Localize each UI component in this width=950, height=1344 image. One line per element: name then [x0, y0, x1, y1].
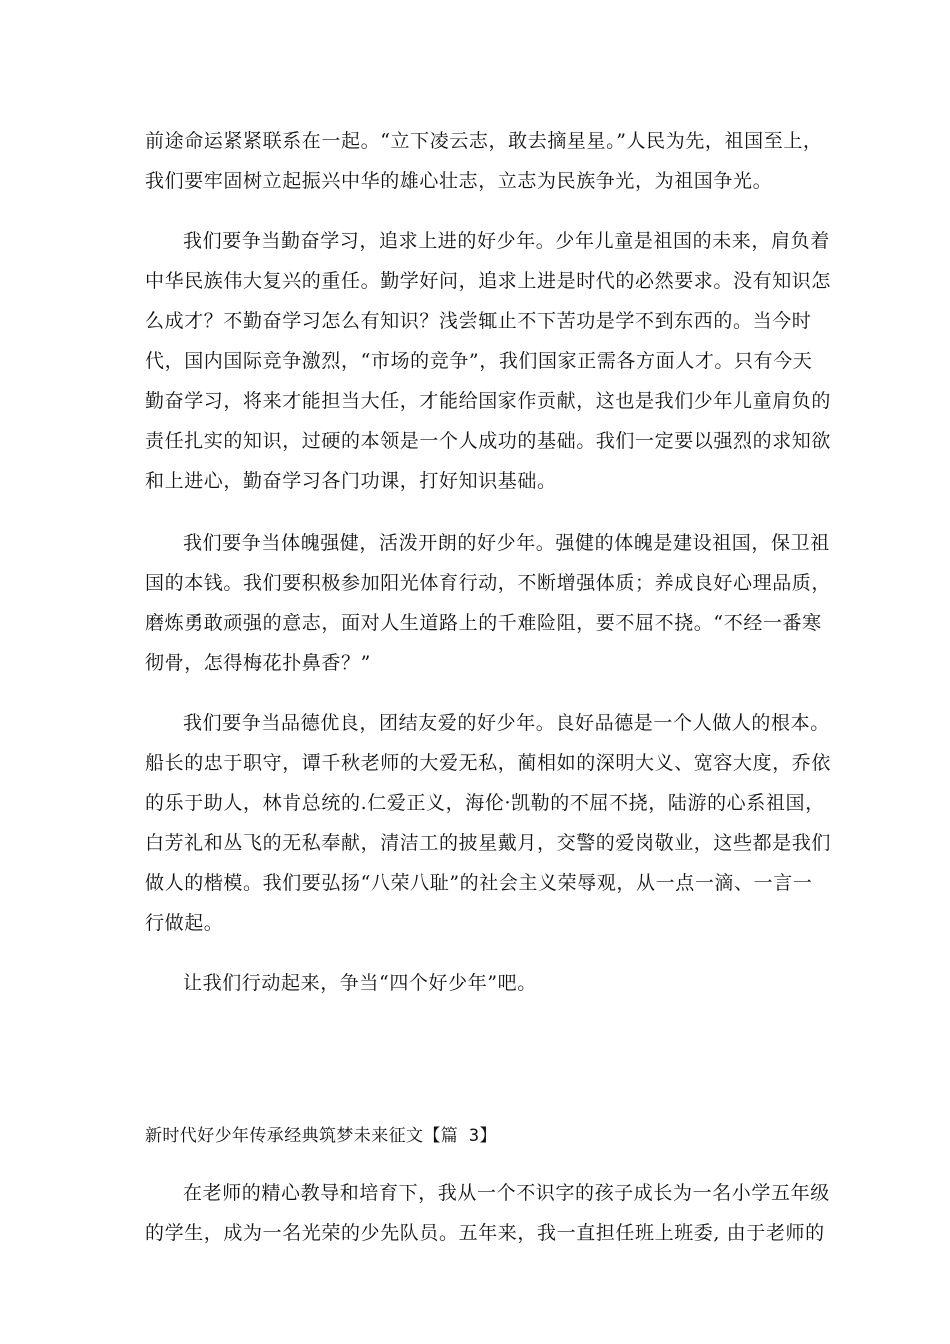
paragraph-3-line-2: 国的本钱。我们要积极参加阳光体育行动，不断增强体质；养成良好心理品质，: [145, 572, 832, 594]
paragraph-2-line-5: 勤奋学习，将来才能担当大任，才能给国家作贡献，这也是我们少年儿童肩负的: [145, 390, 832, 412]
paragraph-3-line-1: 我们要争当体魄强健，活泼开朗的好少年。强健的体魄是建设祖国，保卫祖: [183, 532, 830, 554]
paragraph-4-line-2: 船长的忠于职守，谭千秋老师的大爱无私，蔺相如的深明大义、宽容大度，乔依: [145, 752, 832, 774]
paragraph-4-line-6: 行做起。: [145, 912, 224, 934]
section-heading: 新时代好少年传承经典筑梦未来征文【篇 3】: [145, 1126, 497, 1146]
paragraph-6-line-1: 在老师的精心教导和培育下，我从一个不识字的孩子成长为一名小学五年级: [183, 1182, 830, 1204]
paragraph-2-line-6: 责任扎实的知识，过硬的本领是一个人成功的基础。我们一定要以强烈的求知欲: [145, 430, 832, 452]
paragraph-2-line-1: 我们要争当勤奋学习，追求上进的好少年。少年儿童是祖国的未来，肩负着: [183, 230, 830, 252]
paragraph-4-line-4: 白芳礼和丛飞的无私奉献，清洁工的披星戴月，交警的爱岗敬业，这些都是我们: [145, 832, 832, 854]
paragraph-3-line-4: 彻骨，怎得梅花扑鼻香？”: [145, 652, 371, 674]
paragraph-1-line-1: 前途命运紧紧联系在一起。“立下凌云志，敢去摘星星。”人民为先，祖国至上，: [145, 130, 823, 152]
paragraph-2-line-3: 么成才？不勤奋学习怎么有知识？浅尝辄止不下苦功是学不到东西的。当今时: [145, 310, 812, 332]
paragraph-2-line-2: 中华民族伟大复兴的重任。勤学好问，追求上进是时代的必然要求。没有知识怎: [145, 270, 832, 292]
paragraph-2-line-7: 和上进心，勤奋学习各门功课，打好知识基础。: [145, 470, 557, 492]
paragraph-4-line-1: 我们要争当品德优良，团结友爱的好少年。良好品德是一个人做人的根本。: [183, 712, 830, 734]
paragraph-4-line-5: 做人的楷模。我们要弘扬“八荣八耻”的社会主义荣辱观，从一点一滴、一言一: [145, 872, 813, 894]
paragraph-2-line-4: 代，国内国际竞争激烈，“市场的竞争”，我们国家正需各方面人才。只有今天: [145, 350, 813, 372]
paragraph-4-line-3: 的乐于助人，林肯总统的.仁爱正义，海伦·凯勒的不屈不挠，陆游的心系祖国，: [145, 792, 825, 814]
paragraph-3-line-3: 磨炼勇敢顽强的意志，面对人生道路上的千难险阻，要不屈不挠。“不经一番寒: [145, 612, 822, 634]
paragraph-1-line-2: 我们要牢固树立起振兴中华的雄心壮志，立志为民族争光，为祖国争光。: [145, 170, 773, 192]
paragraph-5-line-1: 让我们行动起来，争当“四个好少年”吧。: [183, 972, 537, 994]
paragraph-6-line-2: 的学生，成为一名光荣的少先队员。五年来，我一直担任班上班委, 由于老师的: [145, 1222, 825, 1244]
